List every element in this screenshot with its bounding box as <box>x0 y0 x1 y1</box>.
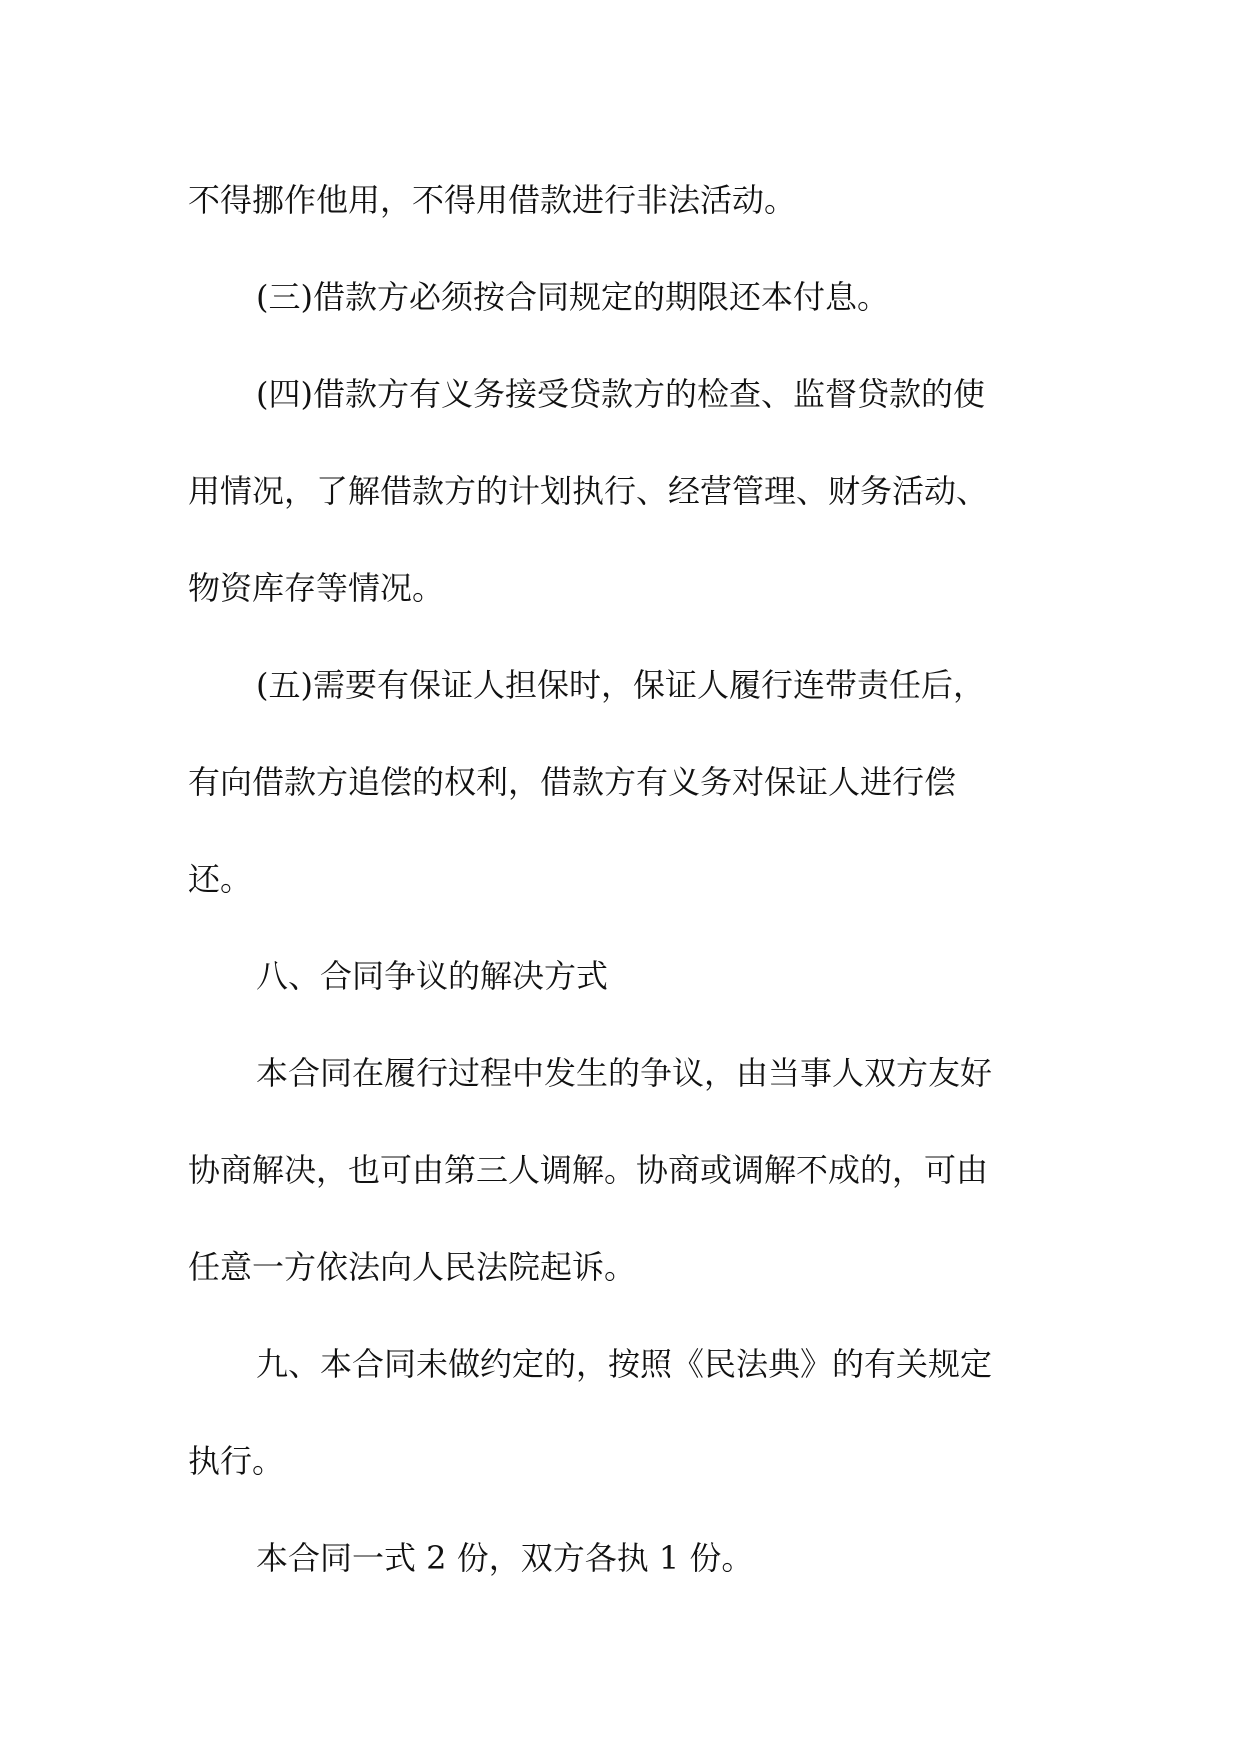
paragraph-line: 物资库存等情况。 <box>188 569 445 607</box>
section-heading: 八、合同争议的解决方式 <box>256 957 609 995</box>
paragraph-line: 任意一方依法向人民法院起诉。 <box>188 1248 637 1286</box>
paragraph-line: (四)借款方有义务接受贷款方的检查、监督贷款的使 <box>256 375 985 413</box>
paragraph-line: 有向借款方追偿的权利，借款方有义务对保证人进行偿 <box>188 763 957 801</box>
paragraph-line: 本合同一式 2 份，双方各执 1 份。 <box>256 1539 754 1577</box>
paragraph-line: 用情况，了解借款方的计划执行、经营管理、财务活动、 <box>188 472 989 510</box>
paragraph-line: (五)需要有保证人担保时，保证人履行连带责任后， <box>256 666 985 704</box>
paragraph-line: 九、本合同未做约定的，按照《民法典》的有关规定 <box>256 1345 993 1383</box>
paragraph-line: 不得挪作他用，不得用借款进行非法活动。 <box>188 181 797 219</box>
paragraph-line: 本合同在履行过程中发生的争议，由当事人双方友好 <box>256 1054 993 1092</box>
paragraph-line: 协商解决，也可由第三人调解。协商或调解不成的，可由 <box>188 1151 989 1189</box>
paragraph-line: (三)借款方必须按合同规定的期限还本付息。 <box>256 278 889 316</box>
paragraph-line: 还。 <box>188 860 253 898</box>
paragraph-line: 执行。 <box>188 1442 285 1480</box>
